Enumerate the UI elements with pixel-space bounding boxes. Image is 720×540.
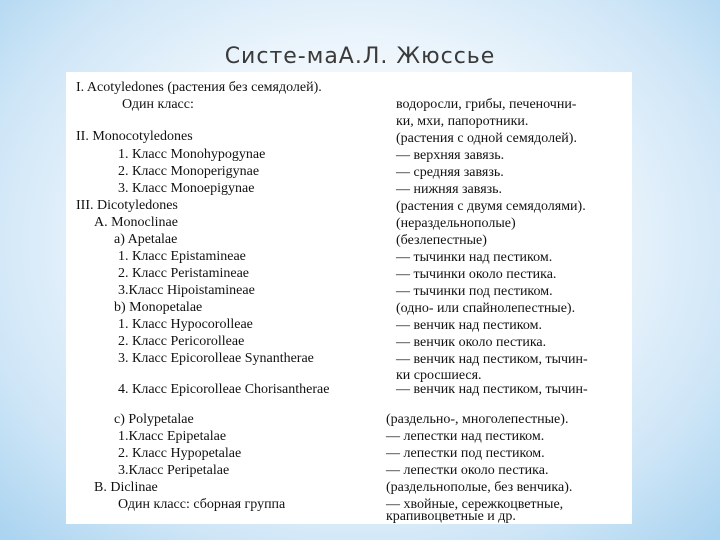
left-line: Один класс: сборная группа bbox=[118, 497, 286, 512]
right-line: — нижняя завязь. bbox=[396, 182, 503, 197]
left-line: 2. Класс Hypopetalae bbox=[118, 446, 242, 461]
left-line: I. Acotyledones (растения без семядолей). bbox=[76, 80, 322, 95]
right-line: (одно- или спайнолепестные). bbox=[396, 301, 576, 316]
right-line: — тычинки около пестика. bbox=[396, 267, 557, 282]
left-line: b) Monopetalae bbox=[114, 300, 203, 315]
left-line: c) Polypetalae bbox=[114, 412, 194, 427]
left-line: a) Apetalae bbox=[114, 232, 178, 247]
document-scan bbox=[66, 72, 632, 524]
left-line: 2. Класс Pericorolleae bbox=[118, 334, 245, 349]
right-line: (растения с двумя семядолями). bbox=[396, 199, 586, 214]
right-line: (раздельнополые, без венчика). bbox=[386, 480, 573, 495]
left-line: A. Monoclinae bbox=[94, 215, 178, 230]
left-line: 3. Класс Epicorolleae Synantherae bbox=[118, 351, 314, 366]
left-line: 1. Класс Monohypogynae bbox=[118, 147, 266, 162]
right-line: (растения с одной семядолей). bbox=[396, 131, 577, 146]
right-line: крапивоцветные и др. bbox=[386, 509, 516, 524]
left-line: 2. Класс Peristamineae bbox=[118, 266, 249, 281]
right-line: (нераздельнополые) bbox=[396, 216, 516, 231]
left-line: II. Monocotyledones bbox=[76, 129, 193, 144]
left-line: B. Diclinae bbox=[94, 480, 158, 495]
right-line: водоросли, грибы, печеночни- bbox=[396, 97, 577, 112]
right-line: — лепестки под пестиком. bbox=[386, 446, 545, 461]
left-line: 1. Класс Epistamineae bbox=[118, 249, 246, 264]
slide-title: Систе-маА.Л. Жюссье bbox=[224, 44, 496, 69]
right-line: ки сросшиеся. bbox=[396, 368, 482, 383]
right-line: — венчик над пестиком. bbox=[396, 318, 542, 333]
left-line: 4. Класс Epicorolleae Chorisantherae bbox=[118, 382, 330, 397]
right-line: — хвойные, сережкоцветные, bbox=[386, 497, 564, 512]
right-line: — тычинки под пестиком. bbox=[396, 284, 553, 299]
left-line: 3.Класс Peripetalae bbox=[118, 463, 230, 478]
left-line: 3.Класс Hipoistamineae bbox=[118, 283, 255, 298]
left-line: Один класс: bbox=[122, 97, 194, 112]
right-line: — венчик над пестиком, тычин- bbox=[396, 352, 588, 367]
right-line: ки, мхи, папоротники. bbox=[396, 114, 529, 129]
left-line: 1.Класс Epipetalae bbox=[118, 429, 227, 444]
left-line: 2. Класс Monoperigynae bbox=[118, 164, 260, 179]
right-line: — венчик около пестика. bbox=[396, 335, 547, 350]
left-line: III. Dicotyledones bbox=[76, 198, 178, 213]
right-line: — венчик над пестиком, тычин- bbox=[396, 382, 588, 397]
left-line: 1. Класс Hypocorolleae bbox=[118, 317, 253, 332]
right-line: — тычинки над пестиком. bbox=[396, 250, 553, 265]
right-line: — лепестки над пестиком. bbox=[386, 429, 545, 444]
left-line: 3. Класс Monoepigynae bbox=[118, 181, 255, 196]
right-line: — лепестки около пестика. bbox=[386, 463, 549, 478]
right-line: — верхняя завязь. bbox=[396, 148, 505, 163]
right-line: — средняя завязь. bbox=[396, 165, 504, 180]
right-line: (раздельно-, многолепестные). bbox=[386, 412, 569, 427]
right-line: (безлепестные) bbox=[396, 233, 487, 248]
